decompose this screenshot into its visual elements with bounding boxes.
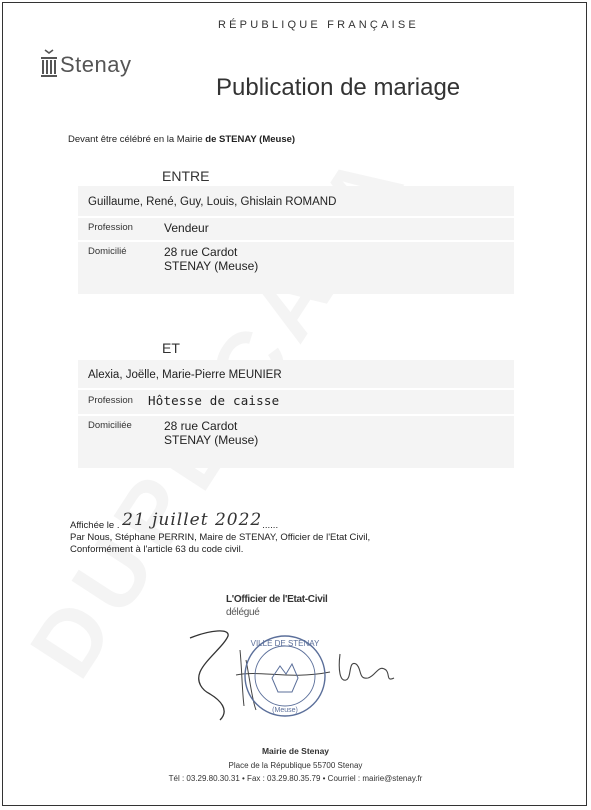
stamp-text-bottom: (Meuse): [272, 707, 298, 714]
posting-dots: ......: [262, 520, 279, 531]
bride-name: Alexia, Joëlle, Marie-Pierre MEUNIER: [88, 369, 282, 381]
bride-domicile-label: Domiciliée: [88, 420, 132, 431]
footer-contact: Tél : 03.29.80.30.31 • Fax : 03.29.80.35.79 • Courriel : mairie@stenay.fr: [168, 774, 423, 783]
groom-panel: [78, 186, 514, 294]
bride-panel: [78, 360, 514, 468]
officer-delegate: délégué: [226, 607, 260, 618]
groom-domicile-label: Domicilié: [88, 246, 127, 257]
groom-address: [164, 245, 258, 273]
town-stamp: [245, 636, 325, 716]
groom-name: Guillaume, René, Guy, Louis, Ghislain ROMAND: [88, 196, 337, 208]
groom-address-line2: STENAY (Meuse): [164, 259, 259, 273]
republic-header: RÉPUBLIQUE FRANÇAISE: [218, 19, 419, 31]
et-label: ET: [162, 340, 180, 356]
signature-stroke: [339, 654, 394, 680]
posting-prefix: Affichée le .: [70, 520, 120, 531]
bride-address-line1: 28 rue Cardot: [164, 419, 238, 433]
divider: [78, 414, 514, 416]
stamp-text-top: VILLE DE STENAY: [250, 639, 320, 648]
intro-line: [68, 134, 295, 145]
posting-line3: Conformément à l'article 63 du code civil.: [70, 544, 244, 555]
divider: [78, 240, 514, 242]
footer-org: Mairie de Stenay: [261, 746, 330, 756]
bride-address: [164, 419, 258, 447]
bride-profession: Hôtesse de caisse: [148, 393, 280, 408]
town-hall-icon: [40, 48, 58, 78]
groom-profession: Vendeur: [164, 221, 209, 235]
bride-profession-label: Profession: [88, 395, 133, 406]
footer-address: Place de la République 55700 Stenay: [228, 761, 363, 770]
intro-place: de STENAY (Meuse): [205, 134, 296, 145]
divider: [78, 216, 514, 218]
bride-address-line2: STENAY (Meuse): [164, 433, 259, 447]
intro-prefix: Devant être célébré en la Mairie: [68, 134, 206, 145]
signature-stroke: [190, 631, 228, 720]
stenay-logo: [40, 48, 132, 78]
handwritten-date: 21 juillet 2022: [122, 510, 263, 530]
officer-title: L'Officier de l'Etat-Civil: [226, 594, 328, 605]
entre-label: ENTRE: [162, 168, 210, 184]
posting-line2: Par Nous, Stéphane PERRIN, Maire de STENAY, Officier de l'Etat Civil,: [70, 532, 371, 543]
document-title: Publication de mariage: [216, 74, 461, 101]
groom-profession-label: Profession: [88, 222, 133, 233]
logo-text: Stenay: [60, 52, 132, 77]
groom-address-line1: 28 rue Cardot: [164, 245, 238, 259]
signature-and-stamp: [180, 620, 420, 740]
posting-line1: [70, 510, 279, 531]
divider: [78, 388, 514, 390]
